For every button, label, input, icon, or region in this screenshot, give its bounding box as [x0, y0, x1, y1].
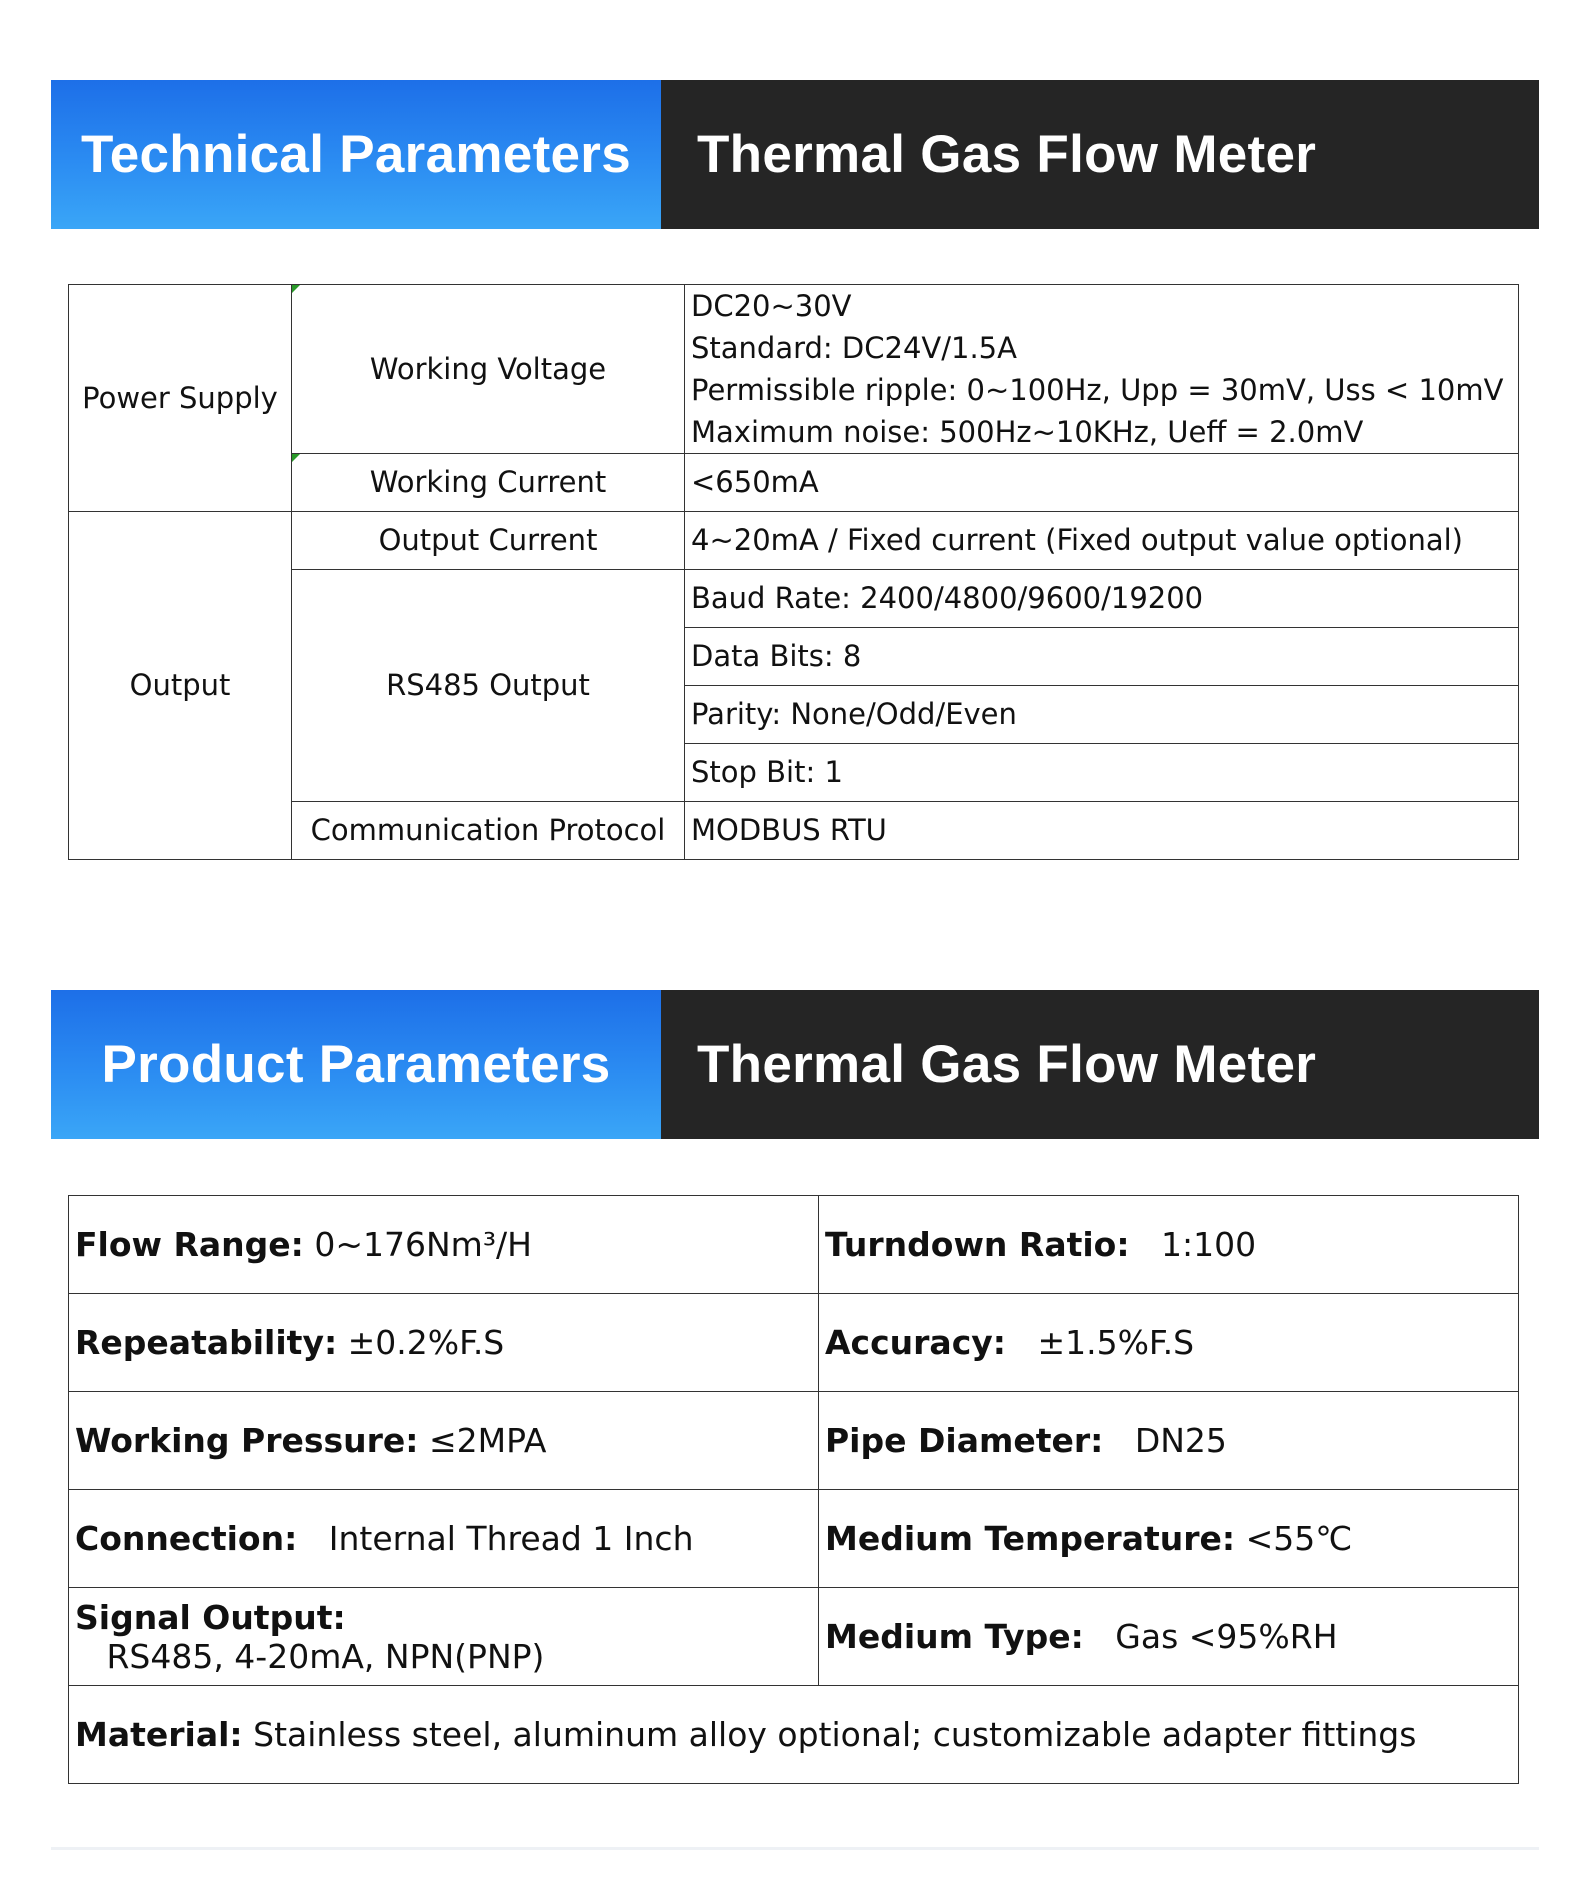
table-row [69, 512, 1519, 570]
spec-cell-working-pressure [69, 1392, 819, 1490]
product-parameters-banner [51, 990, 1539, 1139]
spec-cell-repeatability [69, 1294, 819, 1392]
spec-label: Signal Output: [75, 1597, 346, 1637]
param-value-working-current: <650mA [685, 454, 1519, 512]
spec-cell-material [69, 1686, 1519, 1784]
table-row [69, 1686, 1519, 1784]
spec-value: 0~176Nm³/H [303, 1225, 532, 1264]
spec-value: Stainless steel, aluminum alloy optional; customizable adapter fittings [242, 1715, 1417, 1754]
voltage-standard: Standard: DC24V/1.5A [691, 331, 1017, 365]
table-row [69, 285, 1519, 454]
table-row [69, 1392, 1519, 1490]
spec-cell-flow-range [69, 1196, 819, 1294]
spec-cell-signal-output [69, 1588, 819, 1686]
spec-cell-turndown-ratio [819, 1196, 1519, 1294]
spec-label: Turndown Ratio: [825, 1225, 1130, 1264]
spec-value: RS485, 4-20mA, NPN(PNP) [75, 1636, 545, 1676]
param-name-working-voltage: Working Voltage [292, 285, 685, 454]
param-value-working-voltage [685, 285, 1519, 454]
spec-cell-accuracy [819, 1294, 1519, 1392]
spec-value: Internal Thread 1 Inch [297, 1519, 694, 1558]
param-value-communication-protocol: MODBUS RTU [685, 802, 1519, 860]
spec-value: ±0.2%F.S [337, 1323, 505, 1362]
spec-value: ±1.5%F.S [1005, 1323, 1195, 1362]
param-value-output-current: 4~20mA / Fixed current (Fixed output value optional) [685, 512, 1519, 570]
spec-value: ≤2MPA [418, 1421, 547, 1460]
spec-value: DN25 [1103, 1421, 1227, 1460]
spec-cell-pipe-diameter [819, 1392, 1519, 1490]
banner-right-panel [661, 80, 1539, 229]
spec-value: <55℃ [1235, 1519, 1353, 1558]
spec-label: Working Pressure: [75, 1421, 419, 1460]
spec-cell-medium-temperature [819, 1490, 1519, 1588]
table-row [69, 1588, 1519, 1686]
spec-label: Connection: [75, 1519, 298, 1558]
spec-label: Medium Temperature: [825, 1519, 1236, 1558]
spec-label: Medium Type: [825, 1617, 1084, 1656]
voltage-range: DC20~30V [691, 289, 852, 323]
technical-parameters-table [68, 284, 1519, 860]
section-title: Technical Parameters [80, 125, 632, 184]
spec-cell-medium-type [819, 1588, 1519, 1686]
param-value-stop-bit: Stop Bit: 1 [685, 744, 1519, 802]
param-name-working-current: Working Current [292, 454, 685, 512]
spec-value: Gas <95%RH [1083, 1617, 1338, 1656]
param-value-parity: Parity: None/Odd/Even [685, 686, 1519, 744]
group-cell-power-supply: Power Supply [69, 285, 292, 512]
param-value-data-bits: Data Bits: 8 [685, 628, 1519, 686]
voltage-ripple: Permissible ripple: 0~100Hz, Upp = 30mV, Uss < 10mV [691, 373, 1504, 407]
param-name-output-current: Output Current [292, 512, 685, 570]
group-cell-output: Output [69, 512, 292, 860]
product-parameters-table [68, 1195, 1519, 1784]
table-row [69, 1490, 1519, 1588]
product-name-title: Thermal Gas Flow Meter [697, 1035, 1317, 1094]
param-name-communication-protocol: Communication Protocol [292, 802, 685, 860]
spec-label: Flow Range: [75, 1225, 304, 1264]
spec-label: Repeatability: [75, 1323, 338, 1362]
product-name-title: Thermal Gas Flow Meter [697, 125, 1317, 184]
spec-label: Material: [75, 1715, 243, 1754]
footer-divider [51, 1847, 1539, 1850]
section-title: Product Parameters [101, 1035, 611, 1094]
table-row [69, 1196, 1519, 1294]
table-row [69, 1294, 1519, 1392]
spec-label: Pipe Diameter: [825, 1421, 1104, 1460]
spec-value: 1:100 [1129, 1225, 1257, 1264]
banner-left-panel [51, 990, 661, 1139]
banner-right-panel [661, 990, 1539, 1139]
spec-label: Accuracy: [825, 1323, 1006, 1362]
param-name-rs485-output: RS485 Output [292, 570, 685, 802]
banner-left-panel [51, 80, 661, 229]
spec-cell-connection [69, 1490, 819, 1588]
param-value-baud-rate: Baud Rate: 2400/4800/9600/19200 [685, 570, 1519, 628]
technical-parameters-banner [51, 80, 1539, 229]
voltage-noise: Maximum noise: 500Hz~10KHz, Ueff = 2.0mV [691, 415, 1364, 449]
